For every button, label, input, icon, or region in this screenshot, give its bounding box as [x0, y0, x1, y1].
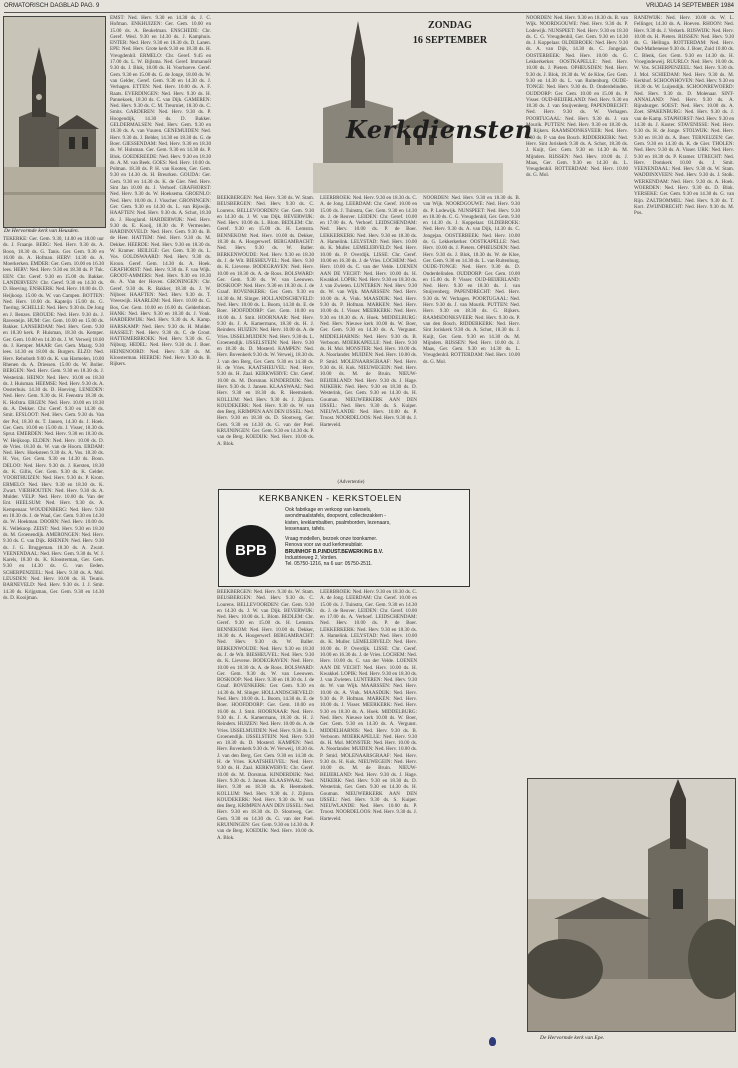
column-4-text: LEERBROEK: Ned. Herv. 9.30 en 18.30 ds. C. A. de Jong. LEERDAM: Chr. Geref. 10.00 en 15.00 ds. J. Tuinstra, Ger. Gem. 9.30 en 14.30 ds. J. de Reuver. LEIDEN: Chr. Geref. 10.00 en 17.00 ds. A. Verhoef. LEIDSCHENDAM: Ned. Herv. 10.00 ds. P. de Boer. LEKKERKERK: Ned. Herv. 9.30 en 18.30 ds. A. Hamelink. LELYSTAD: Ned. Herv. 10.00 ds. K. Muller. LEMELERVELD: Ned. Herv. 10.00 ds. P. Overdijk. LISSE: Chr. Geref. 10.00 en 16.30 ds. J. de Vries. LOCHEM: Ned. Herv. 10.00 ds. C. van der Velde. LOENEN AAN DE VECHT: Ned. Herv. 10.00 ds. H. Kwakkel. LOPIK: Ned. Herv. 9.30 en 18.30 ds. J. van Zwieten. LUNTEREN: Ned. Herv. 9.30 ds. W. van Wijk. MAARSSEN: Ned. Herv. 10.00 ds. A. Vink. MAASDIJK: Ned. Herv. 9.30 ds. P. Hofman. MARKEN: Ned. Herv. 10.00 ds. J. Visser. MEERKERK: Ned. Herv. 9.30 en 18.30 ds. A. Hoek. MIDDELBURG: Ned. Herv. Nieuwe kerk 10.00 ds. W. Boer, Ger. Gem. 9.30 en 14.30 ds. A. Vergunst. MIDDELHARNIS: Ned. Herv. 9.30 ds. B. Verboom. MOERKAPELLE: Ned. Herv. 9.30 ds. H. Mol. MONSTER: Ned. Herv. 10.00 ds. A. Noorlander. MUIDEN: Ned. Herv. 10.00 ds. P. Smid. MOLENAARSGRAAF: Ned. Herv. 9.30 ds. H. Kok. NIEUWEGEIN: Ned. Herv. 10.00 ds. M. de Bruin. NIEUW-BEIJERLAND: Ned. Herv. 9.30 ds. J. Hage. NIJKERK: Ned. Herv. 9.30 en 18.30 ds. D. Westerink, Ger. Gem. 9.30 en 14.30 ds. H. Gouman. NIEUWERKERK AAN DEN IJSSEL: Ned. Herv. 9.30 ds. S. Kuiper. NIEUWLANDE: Ned. Herv. 10.00 ds. P. Troost. NOORDELOOS: Ned. Herv. 9.30 ds. J. Harteveld. — [320, 195, 417, 428]
header-right: VRIJDAG 14 SEPTEMBER 1984 — [645, 3, 734, 9]
listing-column-7 — [634, 15, 734, 775]
listing-column-3b — [217, 589, 314, 1062]
caption-top-left: De Hervormde kerk van Heusden. — [4, 228, 79, 234]
ad-line: kisten, kreklambaltien, psalmborden, lezenaars, — [285, 519, 391, 526]
ad-title: KERKBANKEN - KERKSTOELEN — [259, 493, 402, 503]
scan-mark — [489, 1037, 496, 1046]
column-5-text: NOORDEN: Ned. Herv. 9.30 en 18.30 ds. B. van Wijk. NOORDGOUWE: Ned. Herv. 9.30 ds. P. Lodewijk. NUNSPEET: Ned. Herv. 9.30 en 18.30 ds. C. G. Vreugdenhil, Ger. Gem. 9.30 en 14.30 ds. J. Koppelaar. OLDEBROEK: Ned. Herv. 9.30 ds. A. van Dijk, 14.30 ds. C. Jongejan. OOSTERBEEK: Ned. Herv. 10.00 ds. G. Lekkerkerker. OOSTKAPELLE: Ned. Herv. 10.00 ds. J. Pieters. OPHEUSDEN: Ned. Herv. 9.30 ds. J. Blok, 18.30 ds. W. de Kloe, Ger. Gem. 9.30 en 14.30 ds. L. van Ruitenburg. OUDE-TONGE: Ned. Herv. 9.30 ds. D. Onderdelinden. OUDDORP: Ger. Gem. 10.00 en 15.00 ds. P. Visser. OUD-BEIJERLAND: Ned. Herv. 9.30 en 18.30 ds. J. van Stuijvenberg. PAPENDRECHT: Ned. Herv. 9.30 ds. W. Verhagen. POORTUGAAL: Ned. Herv. 9.30 ds. J. van Mourik. PUTTEN: Ned. Herv. 9.30 en 18.30 ds. G. Rijkers. RAAMSDONKSVEER: Ned. Herv. 9.30 ds. P. van den Bosch. RIDDERKERK: Ned. Herv. Sint Joriskerk 9.30 ds. A. Schot, 18.30 ds. J. Kuijt, Ger. Gem. 9.30 en 14.30 ds. M. Mijnders. RIJSSEN: Ned. Herv. 10.00 ds. J. Maas, Ger. Gem. 9.30 en 14.30 ds. L. Vreugdenhil. ROTTERDAM: Ned. Herv. 10.00 ds. G. Mol. — [423, 195, 520, 365]
listing-column-5 — [423, 195, 520, 480]
ad-body — [285, 507, 463, 568]
page-header — [4, 2, 734, 13]
listing-column-4 — [320, 195, 417, 480]
listing-column-4b — [320, 589, 417, 1062]
listing-column-2 — [110, 15, 211, 1062]
title-date: 16 SEPTEMBER — [412, 35, 488, 46]
ad-company: BRUINHOF B.P.INDUST.BEWERKING B.V. — [285, 548, 384, 555]
ad-line: Vraag modellen, bezoek onze toonkamer. — [285, 536, 378, 543]
listing-column-3 — [217, 195, 314, 480]
advertentie-label: (Advertentie) — [337, 480, 365, 485]
column-1-text: TEKERKE: Ger. Gem. 9.30, 14.00 en 18.00 uur ds. J. Fraanje. BERG: Ned. Herv. 9.30 ds. A. Boon, 18.30 ds. G. Tanis. Ger. Gem. 9.30 en 16.00 ds. A. Hofman. HERV: 14.30 ds. A. Moerkerken. EMDER: Ger. Gem. 10.00 en 16.30 lees. HERV: Ned. Herv. 9.30 en 18.30 ds. P. Tuk. EEN: Chr. Geref. 9.30 en 15.00 ds. Bakker. LANDERVEEN: Chr. Geref. 9.30 en 14.30 ds. D. Hoeving. ENSKERK: Ned. Herv. 10.00 ds. D. Heijkoop. 15.00 ds. W. van Campen. BOTTEN: Ned. Herv. 10.00 ds. Kapteijn 15.00 ds. G. Toering. SCHELLE: Ned. Herv. 9.30 ds. De Jong en J. Benzes. EROUDE: Ned. Herv. 9.30 ds. J. Ravesteijn. HUM: Ger. Gem. 10.00 en 15.00 ds. Bakker. LANSERDAM: Ned. Herv. Gem. 9.30 en 18.30 kerk. P. Huisman, 18.30 ds. Kemper. Ger. Gem. 10.00 en 14.30 ds. J. W. Verweij 18.00 ds. J. Kemper. MAAR: Ger. Gem. Maarg. 9.30 lees. 14.30 en 18.00 ds. Burgers. ELZO: Ned. Herv. Rehoboth 9.00 ds. K. van Harmelen, 10.00 Rhenen ds. A. Driessen. 15.00 ds. W. Bolier. BERGEN: Ned. Herv. Gem. 9.30 en 18.30 ds. J. Westerink. HEINO: Ned. Herv. 10.00 en 18.30 ds. J. Huisman. HEEMSE: Ned. Herv. 9.30 ds. A. Oosterhuis. 14.30 ds. D. Hoeving. LENEDEN: Ned. Herv. Gem. 9.30 ds. H. Feenstra 18.30 ds. K. Hofstra. ERGEN: Ned. Herv. 10.00 en 18.30 ds. A. Dekker. Chr. Geref. 9.30 en 14.30 ds. Smit. EFSLOOT: Ned. Herv. Gem. 9.30 ds. Van der Pol, 18.30 ds. T. Jansen, 14.30 ds. J. Hoek. Ger. Gem. 10.00 en 15.00 ds. J. Visser, 18.30 ds. Sprut. EMERDEN: Ned. Herv. 9.30 en 18.30 ds. W. Heijkoop. ELDEN: Ned. Herv. 10.00 ds. D. de Vries. 18.30 ds. W. van de Hoorn. ERDAM: Ned. Herv. Hoeksteen 9.30 ds. A. Vos. 18.30 ds. H. Vos, Ger. Gem. 9.30 en 14.30 ds. Boon. DELOO: Ned. Herv. 9.30 ds. J. Kersten, 18.30 ds. K. Gillis, Ger. Gem. 9.30 ds. K. Gelder. VOORTHUIZEN: Ned. Herv. 9.30 ds. P. Krom. ERMELO: Ned. Herv. 9.30 en 18.30 ds. K. Zwart. VIERHOUTEN: Ned. Herv. 9.30 ds. A. Mulder. VELP: Ned. Herv. 10.00 ds. Van der Ent. HEELSUM: Ned. Herv. 9.30 ds. A. Kempenaar. WOUDENBERG: Ned. Herv. 9.30 en 18.30 ds. J. de Waal, Ger. Gem. 9.30 en 14.30 ds. W. Hoekman. DOORN: Ned. Herv. 10.00 ds. K. Vellekoop. ZEIST: Ned. Herv. 9.30 en 18.30 ds. M. Groenendijk. AMERONGEN: Ned. Herv. 9.30 ds. C. van Dijk. RHENEN: Ned. Herv. 9.30 ds. J. G. Bruggeman. 18.30 ds. A. Zwart. VEENENDAAL: Ned. Herv. Gem. 9.30 ds. W. J. Karels, 18.30 ds. K. Kloosterman, Ger. Gem. 9.30 en 14.30 ds. G. van Eeden. SCHERPENZEEL: Ned. Herv. 9.30 ds. A. Mol. LEUSDEN: Ned. Herv. 10.00 ds. H. Teunis. BARNEVELD: Ned. Herv. 9.30 ds. J. J. Smit. 14.30 ds. Krijgsman, Ger. Gem. 9.30 en 14.30 ds. D. Kooijman. — [3, 236, 104, 601]
column-2-text: EMST: Ned. Herv. 9.30 en 14.30 ds. J. C. Hofman. ENKHUIZEN: Ger. Gem. 10.00 en 15.00 ds. A. Beukelman. ENSCHEDE: Chr. Geref. Wesl. 9.30 en 14.30 ds. J. Kamphuis. ENTER: Ned. Herv. 9.30 en 18.30 ds. D. Lanen. EPE: Ned. Herv. Grote kerk 9.30 en 18.30 ds. H. Vreugdenhil. ERMELO: Chr. Geref. 9.45 en 17.00 ds. L. W. Bijlsma. Ned. Geref. Immanuël 9.30 ds. J. Blok, 18.00 ds. H. Voorhoeve. Geref. Gem. 9.30 en 15.00 ds. G. de Jonge, 18.00 ds. W. van Gelder, Geref. Gem. 9.30 en 14.30 ds. J. Verhagen. ETTEN: Ned. Herv. 10.00 ds. A. F. Raats. EVERDINGEN: Ned. Herv. 9.30 ds. H. Pannekoek, 18.30 ds. C. van Dijk. GAMEREN: Ned. Herv. 9.30 ds. C. M. Treurniet, 18.30 ds. C. Smits. GARDEREN: Ned. Herv. 9.30 ds. P. Hoogendijk, 14.30 ds. D. Bakker. GELDERMALSEN: Ned. Herv. Gem. 9.30 en 18.30 ds. A. van Vuuren. GENEMUIDEN: Ned. Herv. 9.30 ds. J. Belder, 14.30 en 18.30 ds. G. de Boer. GIESSENDAM: Ned. Herv. 9.30 en 18.30 ds. W. Hulsman. Ger. Gem. 9.30 en 14.30 ds. P. Blok. GOEDEREEDE: Ned. Herv. 9.30 en 18.30 ds. A. M. van Beek. GOES: Ned. Herv. 10.00 ds. Polman. 18.30 ds. P. H. van Kooten, Ger. Gem. 9.30 en 14.30 ds. H. Breurken. GOUDA: Ger. Gem. 9.30 en 14.30 ds. K. de Gier. Ned. Herv. Sint Jan 10.00 ds. J. Verhoef. GRAFHORST: Ned. Herv. 9.30 ds. W. Hoeksema. GROENLO: Ned. Herv. 10.00 ds. J. Visscher. GRONINGEN: Ger. Gem. 9.30 en 14.30 ds. L. van Rijswijk. HAAFTEN: Ned. Herv. 9.30 ds. A. Schot, 18.30 ds. J. Hoogland. HARDERWIJK: Ned. Herv. 9.30 ds. E. Kooij, 18.30 ds. P. Vermeulen. HARDINXVELD: Ned. Herv. Gem. 9.30 ds. B. de Heer. HATTEM: Ned. Herv. 9.30 ds. M. Dekker. HEERDE: Ned. Herv. 9.30 en 18.30 ds. W. Kramer. HEILIGE: Ger. Gem. 9.30 ds. L. Vos. GOLDSWAARD: Ned. Herv. 9.30 ds. Kroon. Geref. Gem. 14.30 ds. A. Hoek. GRAFHORST: Ned. Herv. 9.30 ds. F. van Wijk. GROOT-AMMERS: Ned. Herv. 9.30 en 18.30 ds. A. Van der Hoven. GRONINGEN: Chr. Geref. 9.30 ds. R. Bakker, 18.30 ds. J. W. Nijboer. HAAFTEN: Ned. Herv. 9.30 ds. T. Vreeswijk. HAARLEM: Ned. Herv. 10.00 ds. G. Bos, Ger. Gem. 10.00 en 16.00 ds. Gelderblom. HANK: Ned. Herv. 9.30 en 18.30 ds. J. Vonk. HARDERWIJK: Ned. Herv. 9.30 ds. A. Kamp. HARSKAMP: Ned. Herv. 9.30 ds. H. Mulder. HASSELT: Ned. Herv. 9.30 ds. C. de Groot. HATTEMERBROEK: Ned. Herv. 9.30 ds. G. Nijburg. HEDEL: Ned. Herv. 9.30 ds. J. Boer. HEINENOORD: Ned. Herv. 9.30 ds. M. Kloosterman. HEERDE: Ned. Herv. 9.30 ds. B. Rijkers. — [110, 15, 211, 368]
church-image — [4, 17, 105, 227]
column-3b-text: BEEKBERGEN: Ned. Herv. 9.30 ds. W. Stam. BEUSBERGEN: Ned. Herv. 9.30 ds. C. Lourens. BELLEVOORDEN: Ger. Gem. 9.30 en 14.30 ds. J. W. van Dijk. BEVERWIJK: Ned. Herv. 10.00 ds. L. Blom. BEDLEM: Chr. Geref. 9.30 en 15.00 ds. H. Lemstra. BENNEKOM: Ned. Herv. 10.00 ds. Dekker, 18.30 ds. A. Hoogerwerf. BERGAMBACHT: Ned. Herv. 9.30 ds. W. Baller. BERKENWOUDE: Ned. Herv. 9.30 en 18.30 ds. J. de Wit. BIESHEUVEL: Ned. Herv. 9.30 ds. K. Lieverse. BODEGRAVEN: Ned. Herv. 10.00 en 18.30 ds. A. de Roos. BOLSWARD: Ger. Gem. 9.30 ds. W. van Leeuwen. BOSKOOP: Ned. Herv. 9.30 en 18.30 ds. J. de Graaf. BOVENKERK: Ger. Gem. 9.30 en 14.30 ds. M. Slinger. HOLLANDSCHEVELD: Ned. Herv. 10.00 ds. L. Boom, 14.30 ds. E. de Boer. HOOFDDORP: Ger. Gem. 10.00 en 16.00 ds. J. Smit. HOORNAAR: Ned. Herv. 9.30 ds. J. A. Kamermans, 18.30 ds. H. J. Reinders. HUIZEN: Ned. Herv. 10.00 ds. A. de Vries. IJSSELMUIDEN: Ned. Herv. 9.30 ds. L. Groenendijk. IJSSELSTEIN: Ned. Herv. 9.30 en 18.30 ds. D. Mosterd. KAMPEN: Ned. Herv. Bovenkerk 9.30 ds. W. Verweij, 18.30 ds. J. van den Berg, Ger. Gem. 9.30 en 14.30 ds. H. de Vries. KAATSHEUVEL: Ned. Herv. 9.30 ds. H. Zaal. KERKWERVE: Chr. Geref. 10.00 ds. M. Dorsman. KINDERDIJK: Ned. Herv. 9.30 ds. J. Jansen. KLAASWAAL: Ned. Herv. 9.30 en 18.30 ds. R. Heemskerk. KOLLUM: Ned. Herv. 9.30 ds. J. Zijlstra. KOUDEKERK: Ned. Herv. 9.30 ds. W. van den Berg. KRIMPEN AAN DEN IJSSEL: Ned. Herv. 9.30 en 18.30 ds. D. Slootweg, Ger. Gem. 9.30 en 14.30 ds. G. van der Poel. KRUININGEN: Ger. Gem. 9.30 en 14.30 ds. P. van de Berg. KOEDIJK: Ned. Herv. 10.00 ds. A. Blok. — [217, 589, 314, 841]
listing-column-1 — [3, 236, 104, 1062]
header-left: ORMATORISCH DAGBLAD PAG. 9 — [4, 3, 100, 9]
ad-line: Renova voor uw oud kerkmeubilair. — [285, 542, 364, 549]
title-kerkdiensten: Kerkdiensten — [346, 115, 533, 144]
ad-line: Ook fabrikage en verkoop van kansels, — [285, 507, 372, 513]
photo-church-heusden — [3, 16, 106, 228]
ad-line: Industrieweg 2, Vorden. — [285, 555, 338, 562]
ad-line: avondmaalstafels, doopvont, collectezakken - — [285, 513, 386, 520]
ad-line: lessenaars, tafels. — [285, 525, 326, 532]
ad-line: Tel. 05750-1216, na 6 uur: 05750-2511. — [285, 561, 373, 568]
title-zondag: ZONDAG — [428, 20, 472, 31]
bpb-logo: BPB — [226, 525, 276, 577]
column-4b-text: LEERBROEK: Ned. Herv. 9.30 en 18.30 ds. C. A. de Jong. LEERDAM: Chr. Geref. 10.00 en 15.00 ds. J. Tuinstra, Ger. Gem. 9.30 en 14.30 ds. J. de Reuver. LEIDEN: Chr. Geref. 10.00 en 17.00 ds. A. Verhoef. LEIDSCHENDAM: Ned. Herv. 10.00 ds. P. de Boer. LEKKERKERK: Ned. Herv. 9.30 en 18.30 ds. A. Hamelink. LELYSTAD: Ned. Herv. 10.00 ds. K. Muller. LEMELERVELD: Ned. Herv. 10.00 ds. P. Overdijk. LISSE: Chr. Geref. 10.00 en 16.30 ds. J. de Vries. LOCHEM: Ned. Herv. 10.00 ds. C. van der Velde. LOENEN AAN DE VECHT: Ned. Herv. 10.00 ds. H. Kwakkel. LOPIK: Ned. Herv. 9.30 en 18.30 ds. J. van Zwieten. LUNTEREN: Ned. Herv. 9.30 ds. W. van Wijk. MAARSSEN: Ned. Herv. 10.00 ds. A. Vink. MAASDIJK: Ned. Herv. 9.30 ds. P. Hofman. MARKEN: Ned. Herv. 10.00 ds. J. Visser. MEERKERK: Ned. Herv. 9.30 en 18.30 ds. A. Hoek. MIDDELBURG: Ned. Herv. Nieuwe kerk 10.00 ds. W. Boer, Ger. Gem. 9.30 en 14.30 ds. A. Vergunst. MIDDELHARNIS: Ned. Herv. 9.30 ds. B. Verboom. MOERKAPELLE: Ned. Herv. 9.30 ds. H. Mol. MONSTER: Ned. Herv. 10.00 ds. A. Noorlander. MUIDEN: Ned. Herv. 10.00 ds. P. Smid. MOLENAARSGRAAF: Ned. Herv. 9.30 ds. H. Kok. NIEUWEGEIN: Ned. Herv. 10.00 ds. M. de Bruin. NIEUW-BEIJERLAND: Ned. Herv. 9.30 ds. J. Hage. NIJKERK: Ned. Herv. 9.30 en 18.30 ds. D. Westerink, Ger. Gem. 9.30 en 14.30 ds. H. Gouman. NIEUWERKERK AAN DEN IJSSEL: Ned. Herv. 9.30 ds. S. Kuiper. NIEUWLANDE: Ned. Herv. 10.00 ds. P. Troost. NOORDELOOS: Ned. Herv. 9.30 ds. J. Harteveld. — [320, 589, 417, 822]
caption-bottom-right: De Hervormde kerk van Epe. — [540, 1035, 605, 1041]
column-3-text: BEEKBERGEN: Ned. Herv. 9.30 ds. W. Stam. BEUSBERGEN: Ned. Herv. 9.30 ds. C. Lourens. BELLEVOORDEN: Ger. Gem. 9.30 en 14.30 ds. J. W. van Dijk. BEVERWIJK: Ned. Herv. 10.00 ds. L. Blom. BEDLEM: Chr. Geref. 9.30 en 15.00 ds. H. Lemstra. BENNEKOM: Ned. Herv. 10.00 ds. Dekker, 18.30 ds. A. Hoogerwerf. BERGAMBACHT: Ned. Herv. 9.30 ds. W. Baller. BERKENWOUDE: Ned. Herv. 9.30 en 18.30 ds. J. de Wit. BIESHEUVEL: Ned. Herv. 9.30 ds. K. Lieverse. BODEGRAVEN: Ned. Herv. 10.00 en 18.30 ds. A. de Roos. BOLSWARD: Ger. Gem. 9.30 ds. W. van Leeuwen. BOSKOOP: Ned. Herv. 9.30 en 18.30 ds. J. de Graaf. BOVENKERK: Ger. Gem. 9.30 en 14.30 ds. M. Slinger. HOLLANDSCHEVELD: Ned. Herv. 10.00 ds. L. Boom, 14.30 ds. E. de Boer. HOOFDDORP: Ger. Gem. 10.00 en 16.00 ds. J. Smit. HOORNAAR: Ned. Herv. 9.30 ds. J. A. Kamermans, 18.30 ds. H. J. Reinders. HUIZEN: Ned. Herv. 10.00 ds. A. de Vries. IJSSELMUIDEN: Ned. Herv. 9.30 ds. L. Groenendijk. IJSSELSTEIN: Ned. Herv. 9.30 en 18.30 ds. D. Mosterd. KAMPEN: Ned. Herv. Bovenkerk 9.30 ds. W. Verweij, 18.30 ds. J. van den Berg, Ger. Gem. 9.30 en 14.30 ds. H. de Vries. KAATSHEUVEL: Ned. Herv. 9.30 ds. H. Zaal. KERKWERVE: Chr. Geref. 10.00 ds. M. Dorsman. KINDERDIJK: Ned. Herv. 9.30 ds. J. Jansen. KLAASWAAL: Ned. Herv. 9.30 en 18.30 ds. R. Heemskerk. KOLLUM: Ned. Herv. 9.30 ds. J. Zijlstra. KOUDEKERK: Ned. Herv. 9.30 ds. W. van den Berg. KRIMPEN AAN DEN IJSSEL: Ned. Herv. 9.30 en 18.30 ds. D. Slootweg, Ger. Gem. 9.30 en 14.30 ds. G. van der Poel. KRUININGEN: Ger. Gem. 9.30 en 14.30 ds. P. van de Berg. KOEDIJK: Ned. Herv. 10.00 ds. A. Blok. — [217, 195, 314, 447]
church-epe-image — [528, 779, 735, 1031]
photo-church-epe — [527, 778, 736, 1032]
advertisement-kerkbanken — [218, 489, 470, 587]
column-7-text: RANDWIJK: Ned. Herv. 10.00 ds. W. L. Fellinger, 14.30 ds. A. Hoeven. RHOON: Ned. Herv. 9.30 ds. J. Verkerk. RIJSWIJK: Ned. Herv. 10.00 ds. H. Pieters. RIJSSEN: Ned. Herv. 9.30 ds. G. Hellinga. ROTTERDAM: Ned. Herv. Oud-Mathenesse 9.30 ds. J. Boer, Zuid 10.00 ds. C. Blenk, Ger. Gem. 9.30 en 14.30 ds. H. Vroegindeweij. RUURLO: Ned. Herv. 10.00 ds. W. Vos. SCHERPENZEEL: Ned. Herv. 9.30 ds. J. Mol. SCHIEDAM: Ned. Herv. 9.30 ds. M. Kerkhof. SCHOONHOVEN: Ned. Herv. 9.30 en 18.30 ds. W. Luijendijk. SCHOONREWOERD: Ned. Herv. 9.30 ds. D. Molenaar. SINT-ANNALAND: Ned. Herv. 9.30 ds. A. Rijnsburger. SOEST: Ned. Herv. 10.00 ds. A. Zoet. SPAKENBURG: Ned. Herv. 9.30 ds. J. van de Kamp. STAPHORST: Ned. Herv. 9.30 en 14.30 ds. J. Koster. STAVENISSE: Ned. Herv. 9.30 ds. H. de Jonge. STOLWIJK: Ned. Herv. 9.30 en 18.30 ds. A. Boer. TERNEUZEN: Ger. Gem. 9.30 en 14.30 ds. K. de Gier. THOLEN: Ned. Herv. 9.30 ds. A. Visser. URK: Ned. Herv. 9.30 en 18.30 ds. P. Kramer. UTRECHT: Ned. Herv. Domkerk 10.00 ds. J. Smit. VEENENDAAL: Ned. Herv. 9.30 ds. W. Stam. WADDINXVEEN: Ned. Herv. 9.30 ds. J. Stolk. WERKENDAM: Ned. Herv. 9.30 ds. A. Hoek. WOERDEN: Ned. Herv. 9.30 ds. D. Blok. YERSEKE: Ger. Gem. 9.30 en 14.30 ds. G. van Rijn. ZALTBOMMEL: Ned. Herv. 9.30 ds. T. Kort. ZWIJNDRECHT: Ned. Herv. 9.30 ds. M. Pos. — [634, 15, 734, 217]
column-6-text: NOORDEN: Ned. Herv. 9.30 en 18.30 ds. B. van Wijk. NOORDGOUWE: Ned. Herv. 9.30 ds. P. Lodewijk. NUNSPEET: Ned. Herv. 9.30 en 18.30 ds. C. G. Vreugdenhil, Ger. Gem. 9.30 en 14.30 ds. J. Koppelaar. OLDEBROEK: Ned. Herv. 9.30 ds. A. van Dijk, 14.30 ds. C. Jongejan. OOSTERBEEK: Ned. Herv. 10.00 ds. G. Lekkerkerker. OOSTKAPELLE: Ned. Herv. 10.00 ds. J. Pieters. OPHEUSDEN: Ned. Herv. 9.30 ds. J. Blok, 18.30 ds. W. de Kloe, Ger. Gem. 9.30 en 14.30 ds. L. van Ruitenburg. OUDE-TONGE: Ned. Herv. 9.30 ds. D. Onderdelinden. OUDDORP: Ger. Gem. 10.00 en 15.00 ds. P. Visser. OUD-BEIJERLAND: Ned. Herv. 9.30 en 18.30 ds. J. van Stuijvenberg. PAPENDRECHT: Ned. Herv. 9.30 ds. W. Verhagen. POORTUGAAL: Ned. Herv. 9.30 ds. J. van Mourik. PUTTEN: Ned. Herv. 9.30 en 18.30 ds. G. Rijkers. RAAMSDONKSVEER: Ned. Herv. 9.30 ds. P. van den Bosch. RIDDERKERK: Ned. Herv. Sint Joriskerk 9.30 ds. A. Schot, 18.30 ds. J. Kuijt, Ger. Gem. 9.30 en 14.30 ds. M. Mijnders. RIJSSEN: Ned. Herv. 10.00 ds. J. Maas, Ger. Gem. 9.30 en 14.30 ds. L. Vreugdenhil. ROTTERDAM: Ned. Herv. 10.00 ds. G. Mol. — [526, 15, 628, 179]
